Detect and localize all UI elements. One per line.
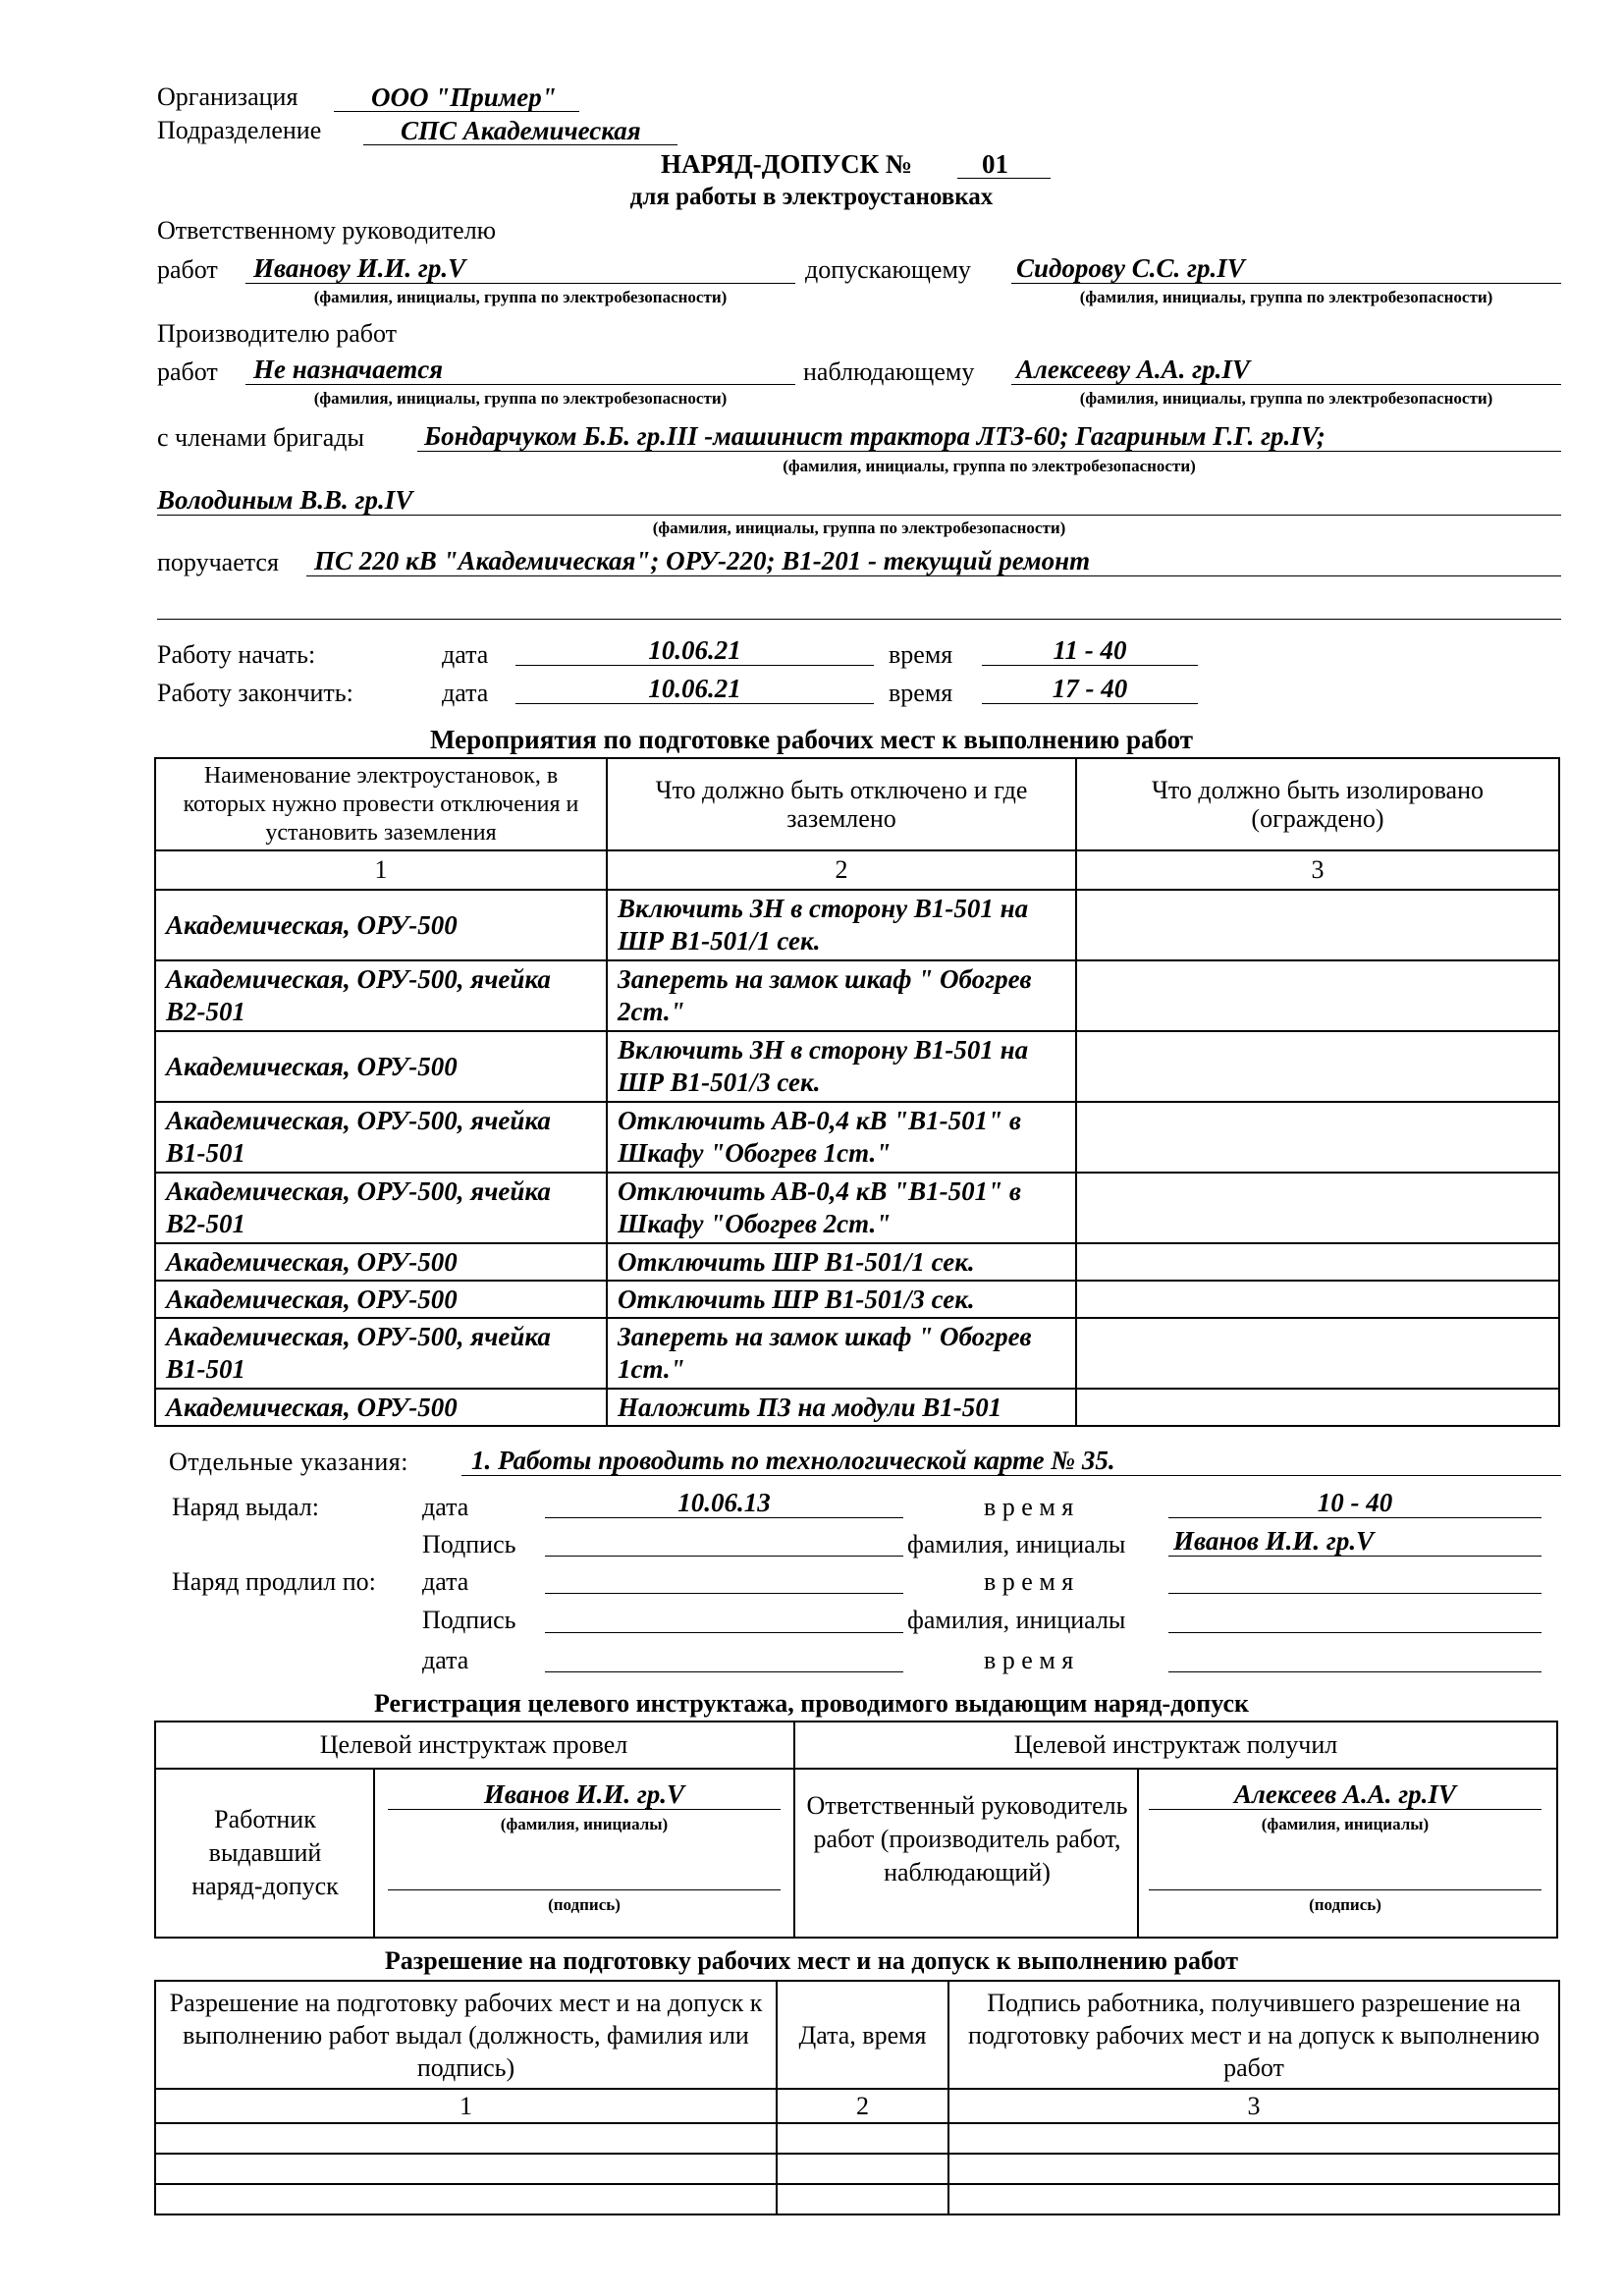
extended-sign-line: [545, 1632, 903, 1633]
brigade-value-1: Бондарчуком Б.Б. гр.III -машинист трактора ЛТЗ-60; Гагариным Г.Г. гр.IV;: [424, 421, 1325, 451]
work-end-date: 10.06.21: [648, 674, 741, 703]
work-start-time: 11 - 40: [1053, 635, 1127, 665]
work-producer-line: [245, 384, 795, 385]
table-row: [155, 960, 1559, 1031]
briefing-right-sign-line: [1149, 1889, 1542, 1890]
issued-date-label: дата: [422, 1493, 469, 1521]
assigned-value: ПС 220 кВ "Академическая"; ОРУ-220; В1-201 - текущий ремонт: [314, 546, 1091, 575]
measures-cell-isolate: [1076, 1031, 1559, 1102]
measures-cell-isolate: [1076, 1318, 1559, 1389]
work-end-time-line: [982, 703, 1198, 704]
extended-time2-label: в р е м я: [984, 1646, 1074, 1674]
work-end-time-label: время: [889, 679, 953, 707]
measures-cell-installation: Академическая, ОРУ-500, ячейка В2-501: [155, 960, 607, 1031]
measures-cell-isolate: [1076, 1389, 1559, 1426]
measures-cell-isolate: [1076, 1173, 1559, 1243]
admitting-line: [1011, 283, 1561, 284]
table-row: [155, 1102, 1559, 1173]
permission-title: Разрешение на подготовку рабочих мест и на допуск к выполнению работ: [384, 1946, 1239, 1975]
brigade-caption-1: (фамилия, инициалы, группа по электробезопасности): [783, 457, 1196, 475]
table-row: [155, 1031, 1559, 1102]
measures-cell-disconnect: Отключить АВ-0,4 кВ "В1-501" в Шкафу "Обогрев 2ст.": [607, 1173, 1076, 1243]
special-instructions-line: [461, 1475, 1561, 1476]
extended-date-line: [545, 1593, 903, 1594]
briefing-right-fio-caption: (фамилия, инициалы): [1261, 1815, 1430, 1833]
measures-col-number-2: 2: [607, 850, 1076, 890]
permission-empty-cell: [777, 2154, 948, 2184]
measures-cell-disconnect: Включить ЗН в сторону В1-501 на ШР В1-501/1 сек.: [607, 890, 1076, 960]
special-instructions-label: Отдельные указания:: [169, 1448, 408, 1476]
subdivision-value: СПС Академическая: [401, 116, 641, 145]
work-producer-label: Производителю работ: [157, 319, 398, 348]
issued-fio-label: фамилия, инициалы: [907, 1530, 1126, 1558]
organization-line: [334, 111, 579, 112]
measures-cell-isolate: [1076, 1102, 1559, 1173]
issued-fio: Иванов И.И. гр.V: [1173, 1526, 1375, 1556]
permission-col-number-2: 2: [777, 2089, 948, 2123]
briefing-right-name: Алексеев А.А. гр.IV: [1234, 1779, 1456, 1809]
permission-empty-cell: [777, 2184, 948, 2214]
responsible-manager-label: Ответственному руководителю: [157, 216, 497, 245]
measures-header-2: Что должно быть отключено и где заземлено: [607, 758, 1076, 850]
issued-date-line: [545, 1517, 903, 1518]
organization-label: Организация: [157, 82, 298, 111]
issued-time-line: [1168, 1517, 1542, 1518]
permission-table: [154, 1980, 1560, 2215]
table-row: [155, 1281, 1559, 1318]
briefing-left-sign-line: [388, 1889, 781, 1890]
briefing-left-name-line: [388, 1809, 781, 1810]
briefing-right-sign-caption: (подпись): [1309, 1895, 1381, 1914]
responsible-manager-label-2: работ: [157, 255, 218, 284]
measures-cell-installation: Академическая, ОРУ-500: [155, 1243, 607, 1281]
measures-cell-disconnect: Наложить ПЗ на модули В1-501: [607, 1389, 1076, 1426]
briefing-left-role: Работник выдавший наряд-допуск: [191, 1805, 339, 1900]
work-start-date-line: [515, 665, 874, 666]
observer-line: [1011, 384, 1561, 385]
briefing-right-divider: [1137, 1768, 1139, 1939]
measures-cell-disconnect: Отключить АВ-0,4 кВ "В1-501" в Шкафу "Обогрев 1ст.": [607, 1102, 1076, 1173]
briefing-title: Регистрация целевого инструктажа, проводимого выдающим наряд-допуск: [373, 1689, 1250, 1718]
table-row: [155, 2123, 1559, 2154]
permission-empty-cell: [948, 2123, 1559, 2154]
measures-cell-disconnect: Запереть на замок шкаф " Обогрев 1ст.": [607, 1318, 1076, 1389]
brigade-line-1: [417, 451, 1561, 452]
responsible-manager-value: Иванову И.И. гр.V: [253, 253, 466, 283]
assigned-line-1: [306, 575, 1561, 576]
subdivision-label: Подразделение: [157, 116, 322, 144]
organization-value: ООО "Пример": [371, 82, 557, 112]
extended-time2-line: [1168, 1671, 1542, 1672]
admitting-label: допускающему: [805, 255, 971, 284]
special-instructions-value: 1. Работы проводить по технологической карте № 35.: [471, 1446, 1115, 1475]
responsible-manager-line: [245, 283, 795, 284]
permission-empty-cell: [948, 2184, 1559, 2214]
issued-sign-label: Подпись: [422, 1530, 516, 1558]
work-start-date-label: дата: [442, 640, 489, 669]
briefing-header-divider: [154, 1768, 1558, 1770]
measures-table: [154, 757, 1560, 1427]
measures-header-3: Что должно быть изолировано (ограждено): [1076, 758, 1559, 850]
permission-empty-cell: [777, 2123, 948, 2154]
issued-time-label: в р е м я: [984, 1493, 1074, 1521]
measures-cell-disconnect: Отключить ШР В1-501/1 сек.: [607, 1243, 1076, 1281]
measures-cell-installation: Академическая, ОРУ-500: [155, 1281, 607, 1318]
measures-cell-isolate: [1076, 1281, 1559, 1318]
measures-cell-installation: Академическая, ОРУ-500: [155, 1031, 607, 1102]
table-row: [155, 1389, 1559, 1426]
document-number-line: [957, 178, 1051, 179]
extended-fio-line: [1168, 1632, 1542, 1633]
table-row: [155, 2154, 1559, 2184]
work-end-time: 17 - 40: [1052, 674, 1128, 703]
permission-header-2: Дата, время: [777, 1981, 948, 2089]
measures-cell-isolate: [1076, 960, 1559, 1031]
measures-cell-disconnect: Отключить ШР В1-501/3 сек.: [607, 1281, 1076, 1318]
extended-date-label: дата: [422, 1567, 469, 1596]
table-row: [155, 1318, 1559, 1389]
document-number: 01: [982, 149, 1008, 179]
work-start-label: Работу начать:: [157, 640, 316, 669]
permission-empty-cell: [155, 2184, 777, 2214]
table-row: [155, 2184, 1559, 2214]
extended-date2-label: дата: [422, 1646, 469, 1674]
work-end-label: Работу закончить:: [157, 679, 353, 707]
brigade-value-2: Володиным В.В. гр.IV: [157, 485, 413, 515]
measures-title: Мероприятия по подготовке рабочих мест к выполнению работ: [429, 725, 1194, 754]
assigned-label: поручается: [157, 548, 279, 576]
brigade-label: с членами бригады: [157, 423, 364, 452]
issued-fio-line: [1168, 1556, 1542, 1557]
extended-label: Наряд продлил по:: [172, 1567, 376, 1596]
measures-cell-installation: Академическая, ОРУ-500: [155, 890, 607, 960]
table-row: [155, 1173, 1559, 1243]
table-row: [155, 1243, 1559, 1281]
work-start-time-line: [982, 665, 1198, 666]
work-producer-caption: (фамилия, инициалы, группа по электробезопасности): [313, 389, 728, 408]
measures-cell-isolate: [1076, 1243, 1559, 1281]
work-end-date-line: [515, 703, 874, 704]
briefing-left-fio-caption: (фамилия, инициалы): [500, 1815, 669, 1833]
measures-cell-disconnect: Запереть на замок шкаф " Обогрев 2ст.": [607, 960, 1076, 1031]
permission-empty-cell: [155, 2154, 777, 2184]
briefing-conducted-header: Целевой инструктаж провел: [319, 1730, 628, 1759]
measures-col-number-1: 1: [155, 850, 607, 890]
extended-sign-label: Подпись: [422, 1606, 516, 1634]
extended-date2-line: [545, 1671, 903, 1672]
measures-cell-installation: Академическая, ОРУ-500, ячейка В1-501: [155, 1318, 607, 1389]
work-producer-value: Не назначается: [253, 355, 444, 384]
permission-col-number-3: 3: [948, 2089, 1559, 2123]
measures-header-1: Наименование электроустановок, в которых нужно провести отключения и установить заземления: [155, 758, 607, 850]
measures-cell-disconnect: Включить ЗН в сторону В1-501 на ШР В1-501/3 сек.: [607, 1031, 1076, 1102]
work-start-time-label: время: [889, 640, 953, 669]
permission-empty-cell: [155, 2123, 777, 2154]
briefing-received-header: Целевой инструктаж получил: [1013, 1730, 1338, 1759]
extended-time-line: [1168, 1593, 1542, 1594]
admitting-caption: (фамилия, инициалы, группа по электробезопасности): [1079, 288, 1493, 306]
briefing-right-role: Ответственный руководитель работ (производитель работ, наблюдающий): [806, 1791, 1128, 1886]
measures-cell-installation: Академическая, ОРУ-500, ячейка В1-501: [155, 1102, 607, 1173]
document-subtitle: для работы в электроустановках: [629, 184, 994, 210]
work-start-date: 10.06.21: [648, 635, 741, 665]
work-end-date-label: дата: [442, 679, 489, 707]
permission-empty-cell: [948, 2154, 1559, 2184]
brigade-caption-2: (фамилия, инициалы, группа по электробезопасности): [652, 519, 1066, 537]
permission-header-1: Разрешение на подготовку рабочих мест и на допуск к выполнению работ выдал (должность, фамилия или подпись): [155, 1981, 777, 2089]
briefing-left-sign-caption: (подпись): [548, 1895, 621, 1914]
assigned-line-2: [157, 619, 1561, 620]
extended-time-label: в р е м я: [984, 1567, 1074, 1596]
measures-col-number-3: 3: [1076, 850, 1559, 890]
observer-label: наблюдающему: [803, 357, 975, 386]
work-producer-label-2: работ: [157, 357, 218, 386]
briefing-left-name: Иванов И.И. гр.V: [483, 1779, 685, 1809]
table-row: [155, 890, 1559, 960]
permission-header-3: Подпись работника, получившего разрешение на подготовку рабочих мест и на допуск к выполнению работ: [948, 1981, 1559, 2089]
observer-caption: (фамилия, инициалы, группа по электробезопасности): [1079, 389, 1493, 408]
brigade-line-2: [157, 515, 1561, 516]
document-title: НАРЯД-ДОПУСК №: [661, 149, 913, 179]
issued-label: Наряд выдал:: [172, 1493, 319, 1521]
extended-fio-label: фамилия, инициалы: [907, 1606, 1126, 1634]
briefing-left-divider: [373, 1768, 375, 1939]
issued-date: 10.06.13: [677, 1488, 771, 1517]
observer-value: Алексееву А.А. гр.IV: [1016, 355, 1250, 384]
issued-sign-line: [545, 1556, 903, 1557]
measures-cell-installation: Академическая, ОРУ-500: [155, 1389, 607, 1426]
responsible-manager-caption: (фамилия, инициалы, группа по электробезопасности): [313, 288, 728, 306]
briefing-right-name-line: [1149, 1809, 1542, 1810]
admitting-value: Сидорову С.С. гр.IV: [1016, 253, 1245, 283]
measures-cell-isolate: [1076, 890, 1559, 960]
permission-col-number-1: 1: [155, 2089, 777, 2123]
issued-time: 10 - 40: [1317, 1488, 1393, 1517]
subdivision-line: [363, 144, 677, 145]
measures-cell-installation: Академическая, ОРУ-500, ячейка В2-501: [155, 1173, 607, 1243]
